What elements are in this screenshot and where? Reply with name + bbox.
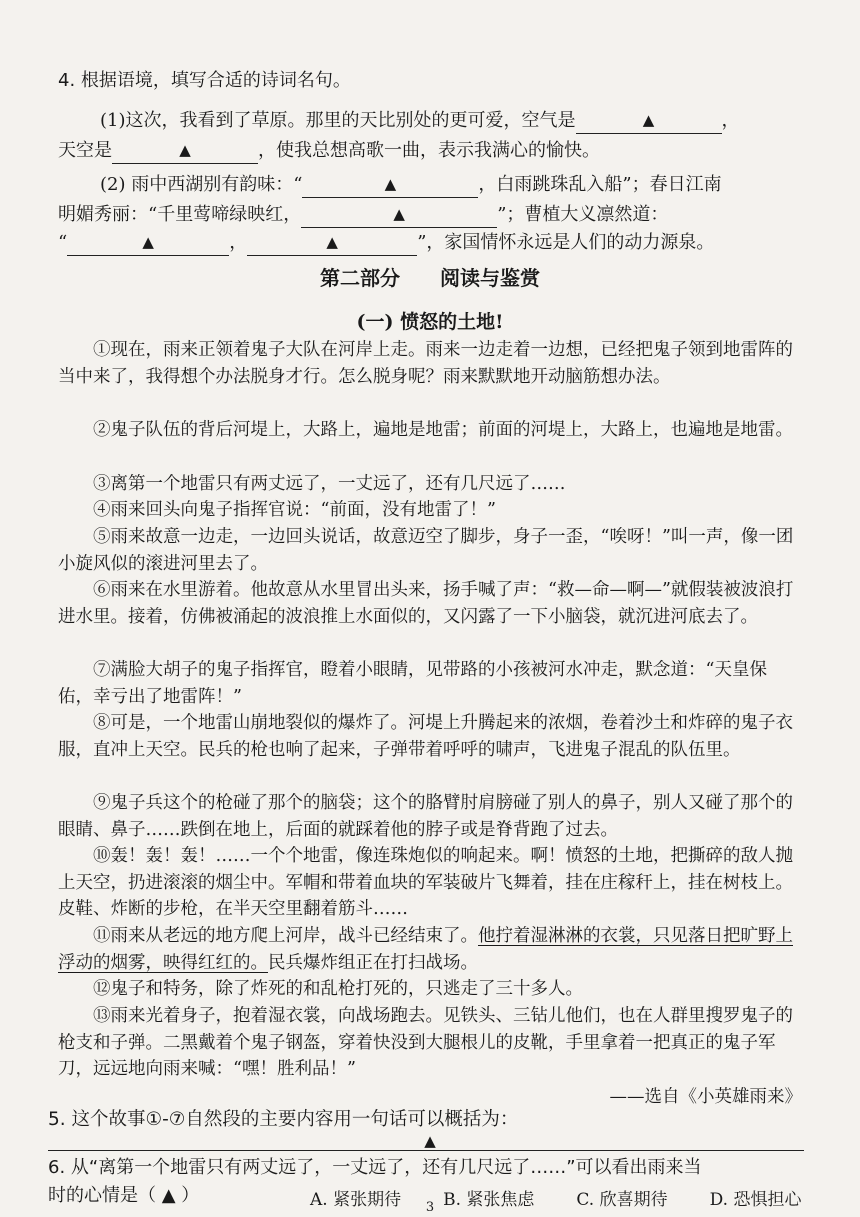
q4-p1-line1 bbox=[100, 108, 804, 134]
passage-paragraph-6: ⑥雨来在水里游着。他故意从水里冒出头来，扬手喊了声：“救—命—啊—”就假装被波浪打进水里。接着，仿佛被涌起的波浪推上水面似的，又闪露了一下小脑袋，就沉进河底去了。 bbox=[58, 580, 794, 627]
answer-blank-3[interactable] bbox=[302, 175, 478, 198]
q4-p2-text-e: “ bbox=[58, 232, 68, 253]
q4-p2-line2 bbox=[58, 202, 804, 228]
q4-p1-text-c: 天空是 bbox=[58, 140, 112, 161]
q5-answer-line[interactable] bbox=[48, 1150, 804, 1151]
q4-p1-text-b: ， bbox=[721, 110, 740, 131]
answer-marker: ▲ bbox=[179, 141, 191, 159]
answer-marker: ▲ bbox=[142, 233, 154, 251]
q4-p2-text-a: (2) 雨中西湖别有韵味：“ bbox=[100, 174, 303, 195]
passage-paragraph-7: ⑦满脸大胡子的鬼子指挥官，瞪着小眼睛，见带路的小孩被河水冲走，默念道：“天皇保佑，幸亏出了地雷阵！” bbox=[58, 660, 767, 707]
passage-paragraph-12: ⑫鬼子和特务，除了炸死的和乱枪打死的，只逃走了三十多人。 bbox=[93, 979, 583, 999]
q4-title: 4. 根据语境，填写合适的诗词名句。 bbox=[58, 70, 351, 91]
answer-blank-2[interactable] bbox=[112, 141, 258, 164]
page-number: 3 bbox=[425, 1200, 435, 1215]
q5-text: 5. 这个故事①-⑦自然段的主要内容用一句话可以概括为： bbox=[48, 1109, 519, 1130]
passage-paragraph-9: ⑨鬼子兵这个的枪碰了那个的脑袋；这个的胳臂肘肩膀碰了别人的鼻子，别人又碰了那个的眼睛、鼻子……跌倒在地上，后面的就踩着他的脖子或是脊背跑了过去。 bbox=[58, 793, 793, 840]
q4-p2-text-c: 明媚秀丽：“千里莺啼绿映红， bbox=[58, 204, 302, 225]
answer-blank-1[interactable] bbox=[576, 111, 722, 134]
answer-marker: ▲ bbox=[393, 205, 405, 223]
answer-marker: ▲ bbox=[384, 175, 397, 193]
q6-text-line1: 6. 从“离第一个地雷只有两丈远了，一丈远了，还有几尺远了……”可以看出雨来当 bbox=[48, 1157, 702, 1178]
q4-p2-text-b: ，白雨跳珠乱入船”；春日江南 bbox=[478, 174, 722, 195]
q4-p1-line2 bbox=[58, 138, 804, 164]
underlined-sentence: 他拧着湿淋淋的衣裳，只见落日把旷野上浮动的烟雾，映得红红的。 bbox=[58, 926, 793, 973]
answer-blank-6[interactable] bbox=[247, 233, 417, 256]
passage-paragraph-3: ③离第一个地雷只有两丈远了，一丈远了，还有几尺远了…… bbox=[93, 474, 566, 494]
p11-text-a: ⑪雨来从老远的地方爬上河岸，战斗已经结束了。 bbox=[93, 926, 478, 946]
passage-paragraph-13: ⑬雨来光着身子，抱着湿衣裳，向战场跑去。见铁头、三钻儿他们，也在人群里搜罗鬼子的枪支和子弹。二黑戴着个鬼子钢盔，穿着快没到大腿根儿的皮靴，手里拿着一把真正的鬼子军刀，远远地向雨来喊：“嘿！胜利品！” bbox=[58, 1006, 793, 1080]
q4-p1-text-d: ，使我总想高歌一曲，表示我满心的愉快。 bbox=[258, 140, 600, 161]
q4-p2-text-d: ”；曹植大义凛然道： bbox=[497, 204, 669, 225]
section-title: 第二部分 阅读与鉴赏 bbox=[320, 266, 540, 290]
passage-paragraph-8: ⑧可是，一个地雷山崩地裂似的爆炸了。河堤上升腾起来的浓烟，卷着沙土和炸碎的鬼子衣服，直冲上天空。民兵的枪也响了起来，子弹带着呼呼的啸声，飞进鬼子混乱的队伍里。 bbox=[58, 713, 793, 760]
q4-p2-line1 bbox=[100, 172, 804, 198]
q5-answer-marker: ▲ bbox=[424, 1132, 436, 1150]
q4-p1-text-a: (1)这次，我看到了草原。那里的天比别处的更可爱，空气是 bbox=[100, 110, 576, 131]
answer-blank-4[interactable] bbox=[301, 205, 497, 228]
q4-p2-text-f: ， bbox=[229, 232, 248, 253]
passage-source: ——选自《小英雄雨来》 bbox=[609, 1087, 802, 1107]
q6-text-line2: 时的心情是（ ▲ ） bbox=[48, 1185, 200, 1206]
passage-paragraph-5: ⑤雨来故意一边走，一边回头说话，故意迈空了脚步，身子一歪，“唉呀！”叫一声，像一团小旋风似的滚进河里去了。 bbox=[58, 527, 794, 574]
choice-c[interactable]: C. 欣喜期待 bbox=[576, 1190, 668, 1210]
passage-paragraph-10: ⑩轰！轰！轰！……一个个地雷，像连珠炮似的响起来。啊！愤怒的土地，把撕碎的敌人抛上天空，扔进滚滚的烟尘中。军帽和带着血块的军装破片飞舞着，挂在庄稼秆上，挂在树枝上。皮鞋、炸断的步枪，在半天空里翻着筋斗…… bbox=[58, 846, 793, 920]
passage-paragraph-4: ④雨来回头向鬼子指挥官说：“前面，没有地雷了！” bbox=[93, 500, 496, 520]
passage-paragraph-11 bbox=[58, 923, 798, 976]
answer-blank-5[interactable] bbox=[67, 233, 229, 256]
passage-paragraph-1: ①现在，雨来正领着鬼子大队在河岸上走。雨来一边走着一边想，已经把鬼子领到地雷阵的当中来了，我得想个办法脱身才行。怎么脱身呢？雨来默默地开动脑筋想办法。 bbox=[58, 340, 793, 387]
passage-title: (一) 愤怒的土地! bbox=[356, 311, 504, 333]
q4-p2-text-g: ”，家国情怀永远是人们的动力源泉。 bbox=[417, 232, 715, 253]
passage-paragraph-2: ②鬼子队伍的背后河堤上，大路上，遍地是地雷；前面的河堤上，大路上，也遍地是地雷。 bbox=[93, 420, 793, 440]
choice-d[interactable]: D. 恐惧担心 bbox=[709, 1190, 802, 1210]
choice-a[interactable]: A. 紧张期待 bbox=[310, 1190, 402, 1210]
q4-p2-line3 bbox=[58, 230, 804, 256]
p11-text-c: 民兵爆炸组正在打扫战场。 bbox=[268, 952, 478, 973]
answer-marker: ▲ bbox=[326, 233, 338, 251]
choice-b[interactable]: B. 紧张焦虑 bbox=[443, 1190, 535, 1210]
answer-marker: ▲ bbox=[642, 111, 655, 129]
